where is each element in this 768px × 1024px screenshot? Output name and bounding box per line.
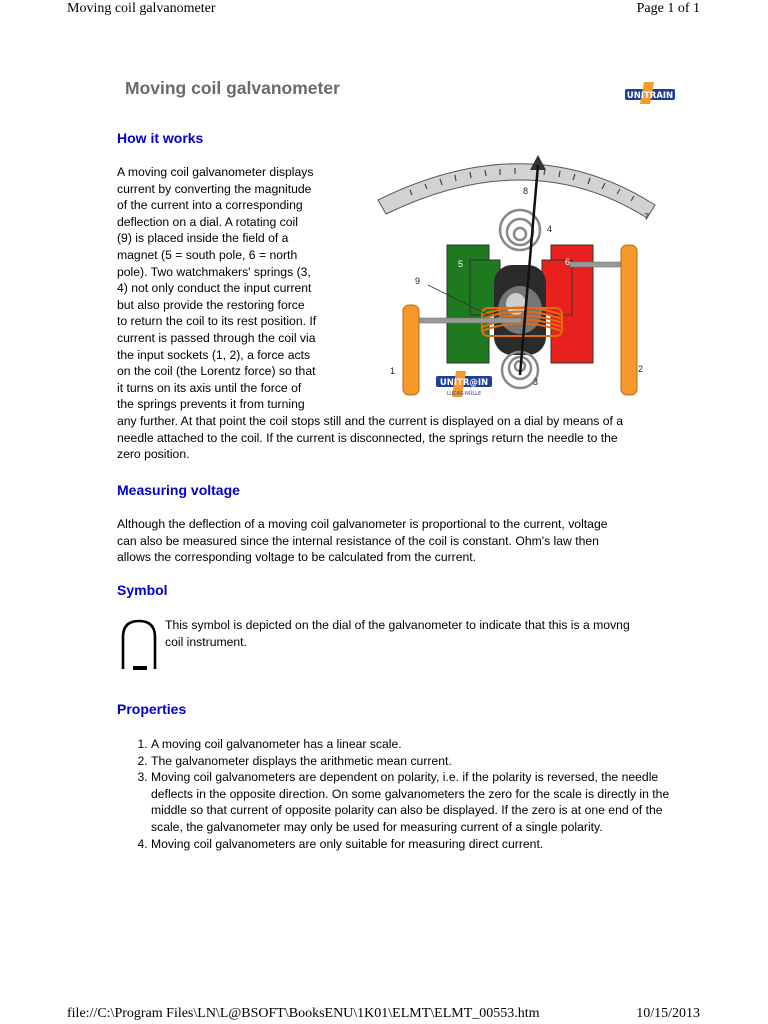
document-title: Moving coil galvanometer [125, 78, 340, 98]
text-line: pole). Two watchmakers' springs (3, [117, 264, 311, 279]
measuring-voltage-text [117, 516, 707, 566]
list-item: 3. Moving coil galvanometers are dependent on polarity, i.e. if the polarity is reversed, the needle deflects in the opposite direction. On some galvanometers the zero for the scale is directly in the middle so that current of opposite polarity can also be displayed. If the zero is at one end of the scale, the galvanometer may only be used for measuring current of a single polarity. [151, 769, 697, 835]
print-header-title: Moving coil galvanometer [67, 1, 216, 16]
text-line: This symbol is depicted on the dial of the galvanometer to indicate that this is a movng [165, 618, 630, 632]
label-6: 6 [565, 257, 571, 267]
label-2: 2 [638, 364, 644, 374]
text-line: Although the deflection of a moving coil galvanometer is proportional to the current, voltage [117, 517, 608, 531]
unitrain-logo [624, 80, 676, 106]
heading-properties: Properties [117, 701, 187, 717]
text-line: it turns on its axis until the force of [117, 380, 302, 395]
input-socket-2 [621, 245, 637, 395]
unitrain-logo-text: UNITRAIN [626, 91, 674, 101]
text-line: of the current into a corresponding [117, 198, 303, 213]
text-line: any further. At that point the coil stops still and the current is displayed on a dial by means of a [117, 413, 624, 428]
text-line: magnet (5 = south pole, 6 = north [117, 247, 298, 262]
label-7: 7 [644, 212, 650, 222]
text-line: current is passed through the coil via [117, 330, 316, 345]
text-line: to return the coil to its rest position. If [117, 314, 317, 329]
svg-text:LUCAS-NÜLLE: LUCAS-NÜLLE [446, 391, 482, 397]
input-socket-1 [403, 305, 419, 395]
svg-text:UNITR@IN: UNITR@IN [439, 378, 489, 388]
print-footer-path: file://C:\Program Files\LN\L@BSOFT\BooksENU\1K01\ELMT\ELMT_00553.htm [67, 1006, 540, 1021]
text-line: on the coil (the Lorentz force) so that [117, 364, 316, 379]
text-line: A moving coil galvanometer displays [117, 165, 314, 179]
moving-coil-symbol-icon [117, 617, 163, 675]
list-item: 4. Moving coil galvanometers are only suitable for measuring direct current. [151, 836, 731, 853]
label-3: 3 [533, 377, 539, 387]
text-line: but also provide the restoring force [117, 297, 305, 312]
heading-measuring-voltage: Measuring voltage [117, 482, 240, 498]
list-item: 2. The galvanometer displays the arithmetic mean current. [151, 753, 731, 770]
label-1: 1 [390, 366, 396, 376]
text-line: the input sockets (1, 2), a force acts [117, 347, 311, 362]
label-4: 4 [547, 224, 553, 234]
text-line: allows the corresponding voltage to be calculated from the current. [117, 550, 477, 565]
label-8: 8 [523, 186, 529, 196]
text-line: current by converting the magnitude [117, 181, 312, 196]
heading-symbol: Symbol [117, 582, 168, 598]
text-line: can also be measured since the internal resistance of the coil is constant. Ohm's law then [117, 533, 599, 548]
text-line: coil instrument. [165, 634, 247, 649]
label-5: 5 [458, 259, 464, 269]
list-item: 1. A moving coil galvanometer has a linear scale. [151, 736, 731, 753]
text-line: 4) not only conduct the input current [117, 281, 312, 296]
print-footer-date: 10/15/2013 [636, 1006, 700, 1021]
symbol-text [165, 617, 705, 650]
print-footer [67, 1006, 700, 1022]
text-line: zero position. [117, 447, 190, 462]
unitrain-figure-logo [436, 371, 492, 397]
text-line: deflection on a dial. A rotating coil [117, 214, 298, 229]
properties-list [117, 736, 731, 852]
heading-how-it-works: How it works [117, 130, 204, 146]
print-header [67, 1, 700, 17]
galvanometer-diagram [370, 150, 660, 402]
text-line: needle attached to the coil. If the current is disconnected, the springs return the needle to the [117, 430, 618, 445]
label-9: 9 [415, 276, 421, 286]
print-header-page: Page 1 of 1 [636, 1, 700, 16]
text-line: (9) is placed inside the field of a [117, 231, 289, 246]
text-line: the springs prevents it from turning [117, 397, 305, 412]
